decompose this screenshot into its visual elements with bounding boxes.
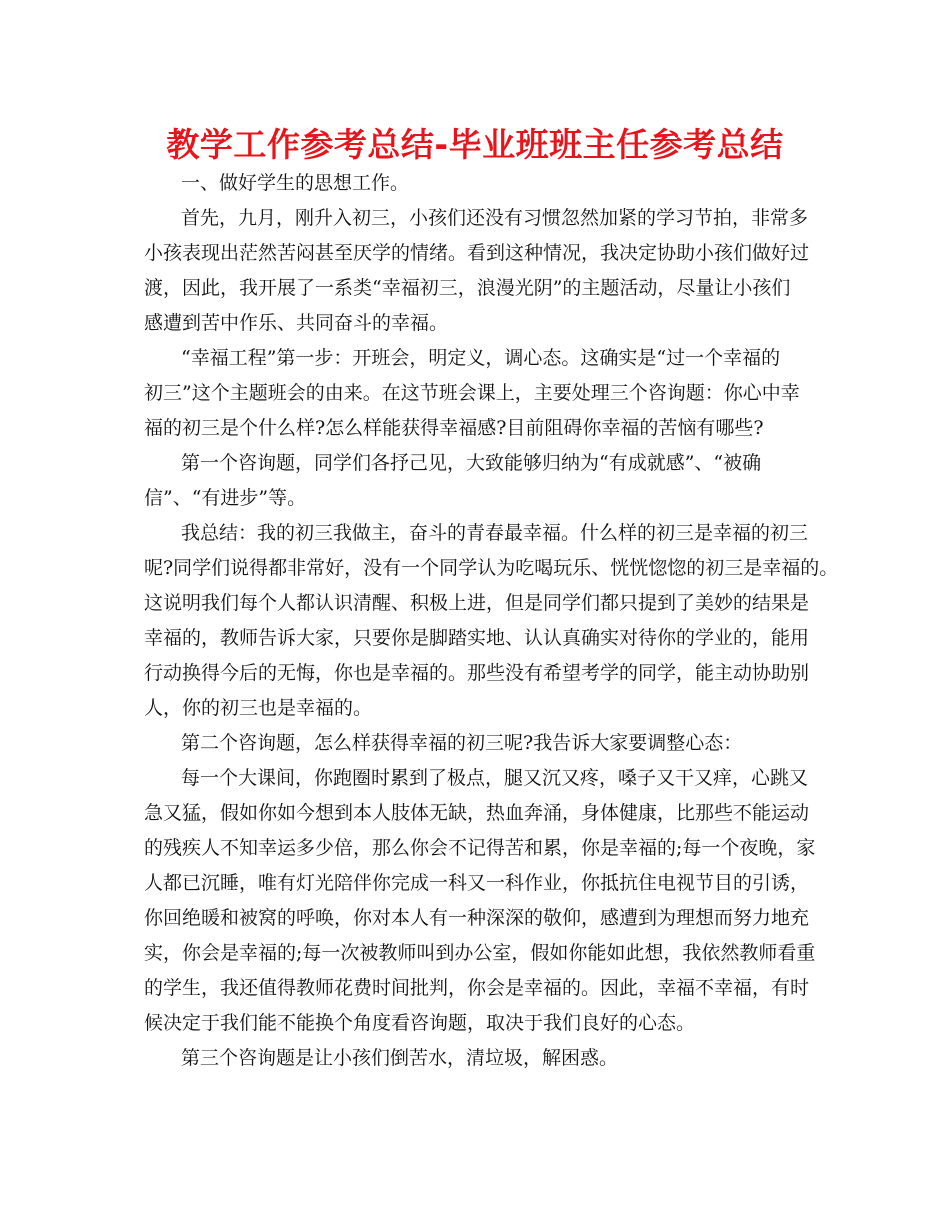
paragraph-line: 人，你的初三也是幸福的。	[144, 697, 373, 719]
paragraph-line: 这说明我们每个人都认识清醒、积极上进，但是同学们都只提到了美妙的结果是	[144, 592, 810, 614]
paragraph	[144, 446, 804, 516]
paragraph-line: 渡，因此，我开展了一系类“幸福初三，浪漫光阴”的主题活动，尽量让小孩们	[144, 277, 791, 299]
paragraph-line: 呢?同学们说得都非常好，没有一个同学认为吃喝玩乐、恍恍惚惚的初三是幸福的。	[144, 557, 839, 579]
paragraph-line: 信”、“有进步”等。	[144, 487, 307, 509]
paragraph-line: 实，你会是幸福的;每一次被教师叫到办公室，假如你能如此想，我依然教师看重	[144, 942, 816, 964]
paragraph	[144, 761, 816, 1041]
paragraph-line: 一、做好学生的思想工作。	[181, 172, 410, 194]
paragraph-line: 幸福的，教师告诉大家，只要你是脚踏实地、认认真确实对待你的学业的，能用	[144, 627, 810, 649]
document-body	[144, 166, 839, 1076]
paragraph-line: 小孩表现出茫然苦闷甚至厌学的情绪。看到这种情况，我决定协助小孩们做好过	[144, 242, 810, 264]
paragraph	[144, 726, 804, 761]
paragraph-line: 首先，九月，刚升入初三，小孩们还没有习惯忽然加紧的学习节拍，非常多	[181, 207, 809, 229]
paragraph-line: 急又猛，假如你如今想到本人肢体无缺，热血奔涌，身体健康，比那些不能运动	[144, 802, 810, 824]
paragraph-line: 第一个咨询题，同学们各抒己见，大致能够归纳为“有成就感”、“被确	[181, 452, 762, 474]
paragraph-line: 你回绝暖和被窝的呼唤，你对本人有一种深深的敬仰，感遭到为理想而努力地充	[144, 907, 810, 929]
paragraph	[144, 516, 839, 726]
paragraph-line: 人都已沉睡，唯有灯光陪伴你完成一科又一科作业，你抵抗住电视节目的引诱，	[144, 872, 810, 894]
paragraph	[144, 166, 804, 201]
paragraph-line: 每一个大课间，你跑圈时累到了极点，腿又沉又疼，嗓子又干又痒，心跳又	[181, 767, 809, 789]
paragraph-line: 的残疾人不知幸运多少倍，那么你会不记得苦和累，你是幸福的;每一个夜晚，家	[144, 837, 816, 859]
paragraph-line: “幸福工程”第一步：开班会，明定义，调心态。这确实是“过一个幸福的	[181, 347, 781, 369]
document-title: 教学工作参考总结-毕业班班主任参考总结	[166, 125, 784, 164]
paragraph-line: 感遭到苦中作乐、共同奋斗的幸福。	[144, 312, 449, 334]
paragraph	[144, 341, 804, 446]
paragraph-line: 行动换得今后的无悔，你也是幸福的。那些没有希望考学的同学，能主动协助别	[144, 662, 810, 684]
paragraph-line: 我总结：我的初三我做主，奋斗的青春最幸福。什么样的初三是幸福的初三	[181, 522, 809, 544]
paragraph	[144, 201, 810, 341]
paragraph-line: 福的初三是个什么样?怎么样能获得幸福感?目前阻碍你幸福的苦恼有哪些?	[144, 417, 764, 439]
paragraph-line: 第三个咨询题是让小孩们倒苦水，清垃圾，解困惑。	[181, 1047, 619, 1069]
paragraph-line: 候决定于我们能不能换个角度看咨询题，取决于我们良好的心态。	[144, 1012, 696, 1034]
paragraph-line: 初三”这个主题班会的由来。在这节班会课上，主要处理三个咨询题：你心中幸	[144, 382, 800, 404]
paragraph-line: 第二个咨询题，怎么样获得幸福的初三呢?我告诉大家要调整心态：	[181, 732, 743, 754]
paragraph-line: 的学生，我还值得教师花费时间批判，你会是幸福的。因此，幸福不幸福，有时	[144, 977, 810, 999]
paragraph	[144, 1041, 804, 1076]
